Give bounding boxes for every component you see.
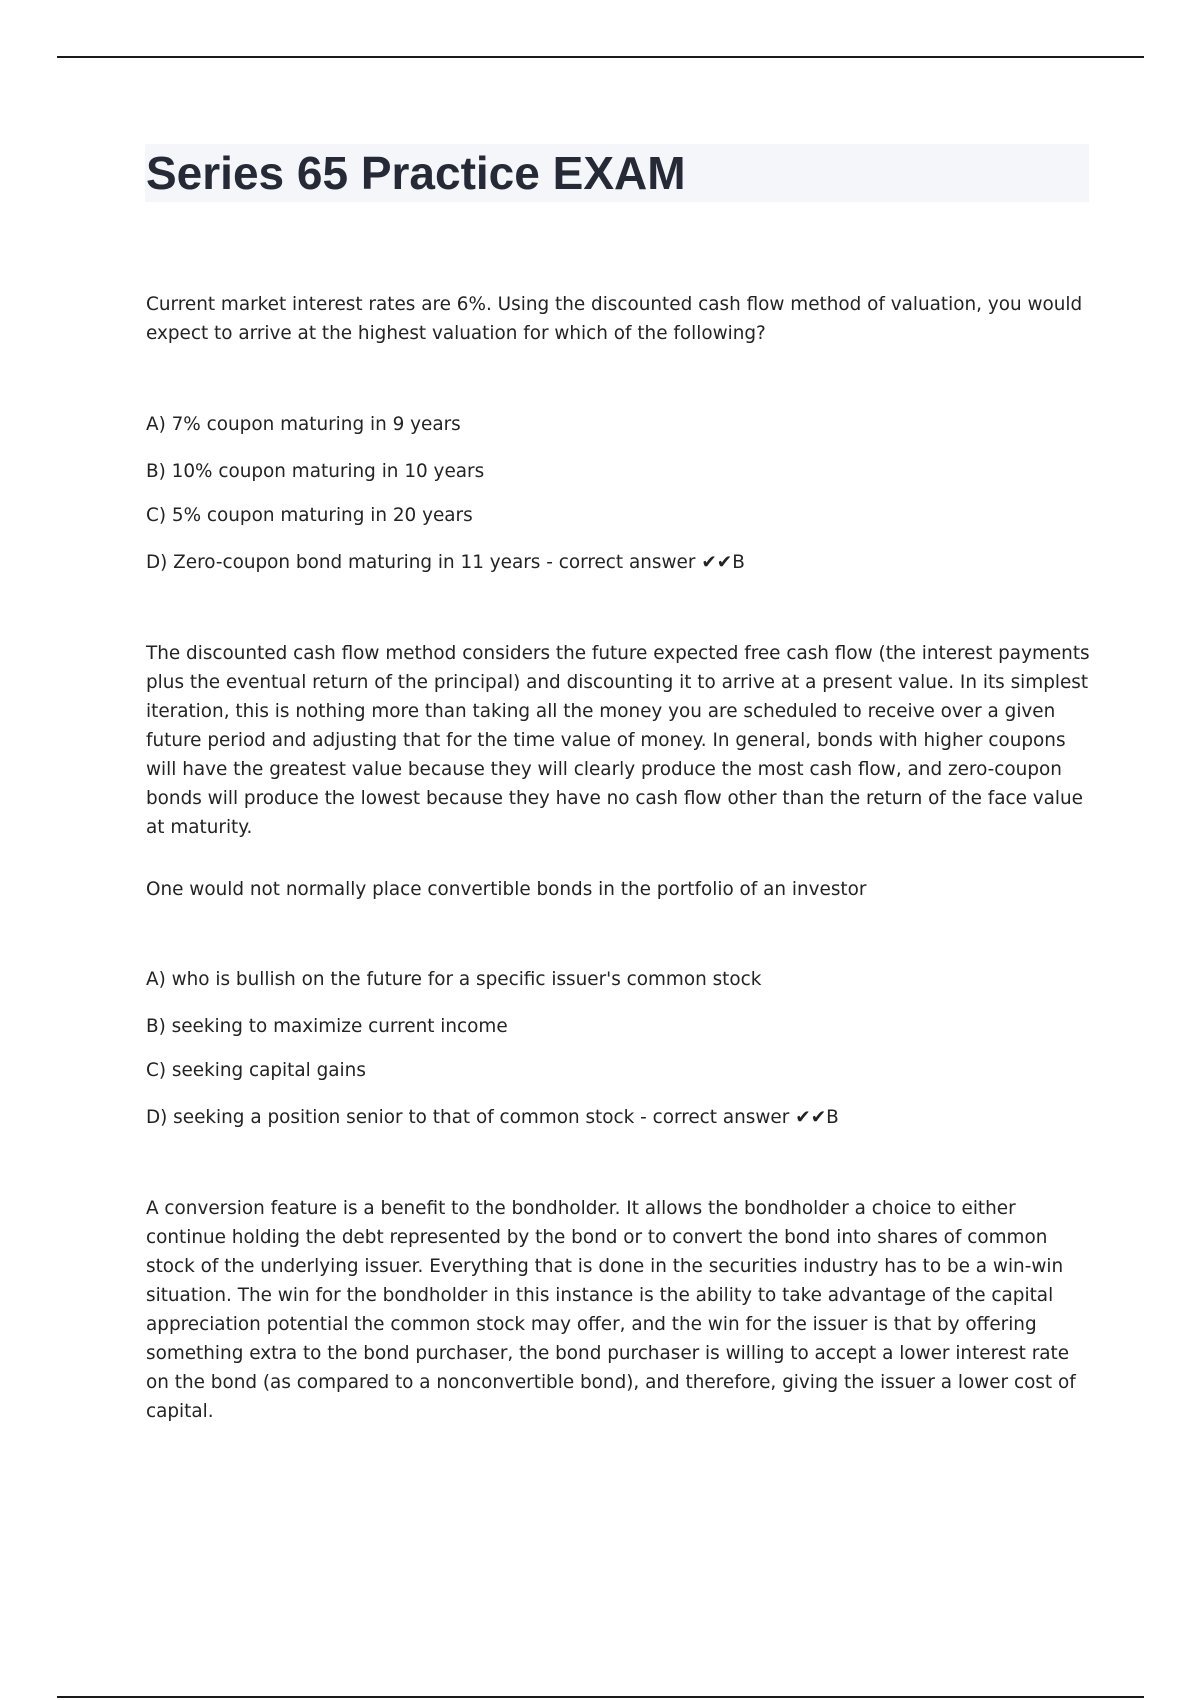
- bottom-rule: [57, 1696, 1144, 1698]
- question-1-option-b: B) 10% coupon maturing in 10 years: [146, 461, 485, 482]
- question-1-option-d-text: D) Zero-coupon bond maturing in 11 years - correct answer: [146, 552, 696, 573]
- question-1-option-c: C) 5% coupon maturing in 20 years: [146, 505, 473, 526]
- page-title: Series 65 Practice EXAM: [146, 147, 686, 199]
- question-2-option-d-text: D) seeking a position senior to that of common stock - correct answer: [146, 1107, 790, 1128]
- question-1-answer-mark: ✔✔B: [701, 552, 745, 573]
- question-1-explanation: The discounted cash flow method considers the future expected free cash flow (the interest payments plus the eventual return of the principal) and discounting it to arrive at a present value. In its simplest iteration, this is nothing more than taking all the money you are scheduled to receive over a given future period and adjusting that for the time value of money. In general, bonds with higher coupons will have the greatest value because they will clearly produce the most cash flow, and zero-coupon bonds will produce the lowest because they have no cash flow other than the return of the face value at maturity.: [146, 643, 1090, 838]
- top-rule: [57, 56, 1144, 58]
- question-2-explanation: A conversion feature is a benefit to the bondholder. It allows the bondholder a choice to either continue holding the debt represented by the bond or to convert the bond into shares of common stock of the underlying issuer. Everything that is done in the securities industry has to be a win-win situation. The win for the bondholder in this instance is the ability to take advantage of the capital appreciation potential the common stock may offer, and the win for the issuer is that by offering something extra to the bond purchaser, the bond purchaser is willing to accept a lower interest rate on the bond (as compared to a nonconvertible bond), and therefore, giving the issuer a lower cost of capital.: [146, 1198, 1076, 1422]
- question-2-answer-mark: ✔✔B: [795, 1107, 839, 1128]
- question-1-prompt: Current market interest rates are 6%. Using the discounted cash flow method of valuation, you would expect to arrive at the highest valuation for which of the following?: [146, 294, 1083, 344]
- question-2-option-d: [146, 1105, 839, 1131]
- question-2-option-c: C) seeking capital gains: [146, 1060, 366, 1081]
- question-1-option-d: [146, 550, 745, 576]
- question-1-option-a: A) 7% coupon maturing in 9 years: [146, 414, 461, 435]
- question-2-prompt: One would not normally place convertible bonds in the portfolio of an investor: [146, 879, 867, 900]
- question-2-option-b: B) seeking to maximize current income: [146, 1016, 508, 1037]
- question-2-option-a: A) who is bullish on the future for a specific issuer's common stock: [146, 969, 762, 990]
